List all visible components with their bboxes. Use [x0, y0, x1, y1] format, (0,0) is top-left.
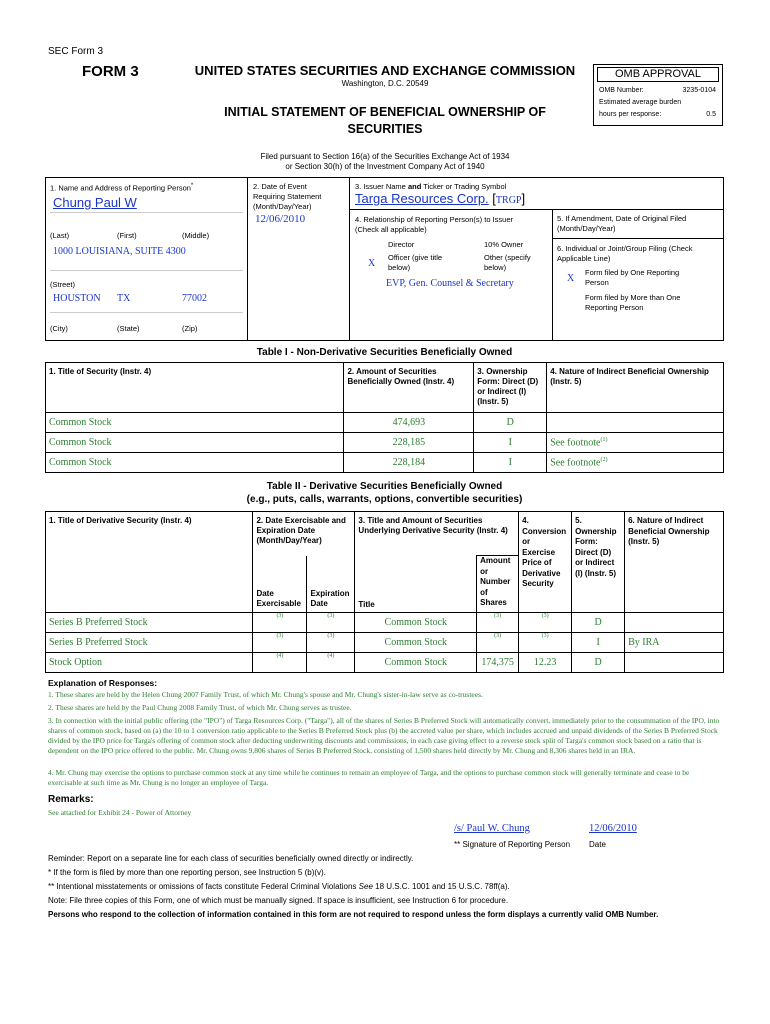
omb-approval-title: OMB APPROVAL — [597, 67, 719, 82]
state-label: (State) — [117, 324, 140, 333]
omb-number: 3235-0104 — [682, 87, 716, 94]
table1 — [45, 362, 724, 473]
t2-row1-expiration: (3) — [307, 632, 355, 652]
reminder-text: Reminder: Report on a separate line for each class of securities beneficially owned directly or indirectly. — [48, 854, 414, 863]
event-date-value: 12/06/2010 — [255, 213, 306, 225]
t2-sub-amount: Amount or Number of Shares — [477, 556, 519, 613]
t2-row0-shares: (3) — [477, 612, 519, 632]
t2-col-underlying: 3. Title and Amount of Securities Underlying Derivative Security (Instr. 4) — [355, 512, 519, 556]
t1-row0-form: D — [474, 413, 547, 433]
t1-col-nature: 4. Nature of Indirect Beneficial Ownership (Instr. 5) — [547, 363, 724, 413]
t1-row2-nature: See footnote$^{(2)}$ — [547, 453, 724, 473]
table-row — [46, 453, 724, 473]
middle-label: (Middle) — [182, 231, 210, 240]
t1-row1-form: I — [474, 433, 547, 453]
state-value: TX — [117, 293, 131, 304]
signature-label: ** Signature of Reporting Person — [454, 840, 571, 849]
omb-burden-label: Estimated average burden — [599, 99, 682, 106]
zip-label: (Zip) — [182, 324, 198, 333]
table1-title: Table I - Non-Derivative Securities Beneficially Owned — [256, 347, 513, 358]
ten-pct-owner-label: 10% Owner — [484, 240, 524, 249]
omb-hours: 0.5 — [706, 111, 716, 118]
t1-col-form: 3. Ownership Form: Direct (D) or Indirect (I) (Instr. 5) — [474, 363, 547, 413]
t2-row2-exercisable: (4) — [253, 652, 307, 672]
explanation-title: Explanation of Responses: — [48, 678, 158, 688]
t2-row2-nature — [625, 652, 724, 672]
city-label: (City) — [50, 324, 68, 333]
table2-title: Table II - Derivative Securities Beneficially Owned — [266, 481, 503, 492]
t1-row1-nature: See footnote$^{(1)}$ — [547, 433, 724, 453]
signature-date: 12/06/2010 — [589, 823, 637, 834]
t2-col-title: 1. Title of Derivative Security (Instr. 4) — [46, 512, 253, 613]
t1-row1-amount: 228,185 — [344, 433, 474, 453]
issuer-name-link[interactable]: Targa Resources Corp. — [355, 191, 489, 206]
t2-row0-security: Series B Preferred Stock — [46, 612, 253, 632]
t2-row2-shares: 174,375 — [477, 652, 519, 672]
issuer-label: 3. Issuer Name and Ticker or Trading Symbol — [355, 182, 507, 191]
filing-one-label: Form filed by One Reporting Person — [585, 268, 680, 287]
footer-note-2: ** Intentional misstatements or omissions of facts constitute Federal Criminal Violations See 18 U.S.C. 1001 and 15 U.S.C. 78ff(a). — [48, 882, 510, 891]
t2-col-price: 4. Conversion or Exercise Price of Derivative Security — [519, 512, 572, 613]
filed-pursuant-line1: Filed pursuant to Section 16(a) of the Securities Exchange Act of 1934 — [260, 152, 510, 161]
t2-row1-price: (3) — [519, 632, 572, 652]
agency-name: UNITED STATES SECURITIES AND EXCHANGE COMMISSION — [194, 63, 576, 78]
form-number: FORM 3 — [82, 63, 139, 80]
sec-form-label: SEC Form 3 — [48, 46, 104, 57]
footnote-4: 4. Mr. Chung may exercise the options to purchase common stock at any time while he continues to remain an employee of Targa, and the options to purchase common stock will generally terminate and cease to be exercisable at such time as Mr. Chung is no longer an employee of Targa. — [48, 768, 690, 787]
omb-number-label: OMB Number: — [599, 87, 644, 94]
omb-hours-label: hours per response: — [599, 111, 662, 118]
t1-row0-nature — [547, 413, 724, 433]
t2-row1-shares: (3) — [477, 632, 519, 652]
t2-col-dates: 2. Date Exercisable and Expiration Date (Month/Day/Year) — [253, 512, 355, 556]
t1-row2-amount: 228,184 — [344, 453, 474, 473]
t2-row0-title: Common Stock — [355, 612, 477, 632]
event-date-label: 2. Date of Event Requiring Statement (Month/Day/Year) — [253, 182, 322, 211]
agency-city: Washington, D.C. 20549 — [341, 79, 429, 88]
omb-approval-box — [593, 64, 723, 126]
zip-value: 77002 — [182, 293, 207, 304]
last-label: (Last) — [50, 231, 70, 240]
table-row — [46, 433, 724, 453]
officer-title: EVP, Gen. Counsel & Secretary — [386, 278, 514, 289]
table-row — [46, 632, 724, 652]
t2-row0-form: D — [572, 612, 625, 632]
footer-note-4: Persons who respond to the collection of information contained in this form are not required to respond unless the form displays a currently valid OMB Number. — [48, 910, 659, 919]
reporting-person-label: 1. Name and Address of Reporting Person* — [50, 183, 194, 193]
signature-value: /s/ Paul W. Chung — [454, 823, 530, 834]
footnote-2: 2. These shares are held by the Paul Chung 2008 Family Trust, of which Mr. Chung serves as trustee. — [48, 703, 352, 712]
t2-row1-security: Series B Preferred Stock — [46, 632, 253, 652]
street-label: (Street) — [50, 280, 76, 289]
reporting-person-name[interactable]: Chung Paul W — [53, 195, 137, 210]
t1-row0-amount: 474,693 — [344, 413, 474, 433]
t1-col-title: 1. Title of Security (Instr. 4) — [46, 363, 344, 413]
t1-col-amount: 2. Amount of Securities Beneficially Owned (Instr. 4) — [344, 363, 474, 413]
officer-label: Officer (give title below) — [388, 253, 443, 272]
amendment-label: 5. If Amendment, Date of Original Filed (Month/Day/Year) — [557, 214, 687, 233]
t2-row1-form: I — [572, 632, 625, 652]
footer-note-1: * If the form is filed by more than one reporting person, see Instruction 5 (b)(v). — [48, 868, 326, 877]
table2 — [45, 511, 724, 673]
filing-type-label: 6. Individual or Joint/Group Filing (Check Applicable Line) — [557, 244, 693, 263]
footnote-1: 1. These shares are held by the Helen Chung 2007 Family Trust, of which Mr. Chung's spouse and Mr. Chung's sister-in-law serve as co-trustees. — [48, 690, 483, 699]
t1-row1-security: Common Stock — [46, 433, 344, 453]
t1-row2-security: Common Stock — [46, 453, 344, 473]
table-row — [46, 612, 724, 632]
t2-row2-title: Common Stock — [355, 652, 477, 672]
issuer-ticker: TRGP — [495, 195, 522, 206]
t2-row0-expiration: (3) — [307, 612, 355, 632]
t2-sub-title: Title — [355, 556, 477, 613]
relationship-label: 4. Relationship of Reporting Person(s) to Issuer (Check all applicable) — [355, 215, 513, 234]
table-row — [46, 413, 724, 433]
t2-sub-exercisable: Date Exercisable — [253, 556, 307, 613]
city-value: HOUSTON — [53, 293, 101, 304]
t2-row2-expiration: (4) — [307, 652, 355, 672]
first-label: (First) — [117, 231, 137, 240]
t2-row2-security: Stock Option — [46, 652, 253, 672]
t2-row1-nature: By IRA — [625, 632, 724, 652]
t2-row1-title: Common Stock — [355, 632, 477, 652]
t2-row2-price: 12.23 — [519, 652, 572, 672]
director-label: Director — [388, 240, 415, 249]
filing-more-label: Form filed by More than One Reporting Person — [585, 293, 681, 312]
remarks-text: See attached for Exhibit 24 - Power of Attorney — [48, 808, 192, 817]
remarks-title: Remarks: — [48, 794, 94, 805]
t2-sub-expiration: Expiration Date — [307, 556, 355, 613]
t2-row0-price: (3) — [519, 612, 572, 632]
footer-note-3: Note: File three copies of this Form, one of which must be manually signed. If space is insufficient, see Instruction 6 for procedure. — [48, 896, 509, 905]
table-row — [46, 652, 724, 672]
other-label: Other (specify below) — [484, 253, 531, 272]
t1-row2-form: I — [474, 453, 547, 473]
filing-one-mark: X — [567, 273, 575, 284]
officer-mark: X — [368, 258, 376, 269]
t2-row1-exercisable: (3) — [253, 632, 307, 652]
t2-row0-nature — [625, 612, 724, 632]
t2-row0-exercisable: (3) — [253, 612, 307, 632]
t2-row2-form: D — [572, 652, 625, 672]
t2-col-nature: 6. Nature of Indirect Beneficial Ownership (Instr. 5) — [625, 512, 724, 613]
table2-subtitle: (e.g., puts, calls, warrants, options, convertible securities) — [246, 494, 523, 505]
t1-row0-security: Common Stock — [46, 413, 344, 433]
street-value: 1000 LOUISIANA, SUITE 4300 — [53, 246, 186, 257]
footnote-3: 3. In connection with the initial public offering (the "IPO") of Targa Resources Corp. ("Targa"), all of the shares of Series B Preferred Stock will automatically convert, immediately prior to the consummation of the IPO, into shares of common stock, based on (a) the 10 to 1 conversion ratio applicable to the Series B Preferred Stock plus (b) the accreted value per share, which includes accrued and unpaid dividends of the Series B Preferred Stock divided by the IPO price for Targa's offering of common stock after deducting underwriting discounts and commissions, in each case giving effect to a reverse stock split of Targa's common stock based on a ratio that is dependent on the IPO price offered to the public. Mr. Chung owns 9,806 shares of Series B Preferred Stock, consisting of 1,500 shares held directly by Mr. Chung and 8,306 shares held in an IRA. — [48, 716, 720, 755]
date-label: Date — [589, 840, 606, 849]
t2-col-form: 5. Ownership Form: Direct (D) or Indirect (I) (Instr. 5) — [572, 512, 625, 613]
filed-pursuant-line2: or Section 30(h) of the Investment Company Act of 1940 — [285, 162, 485, 171]
form-title: INITIAL STATEMENT OF BENEFICIAL OWNERSHIP OF SECURITIES — [224, 105, 546, 136]
issuer-value: Targa Resources Corp. [TRGP] — [355, 191, 526, 206]
